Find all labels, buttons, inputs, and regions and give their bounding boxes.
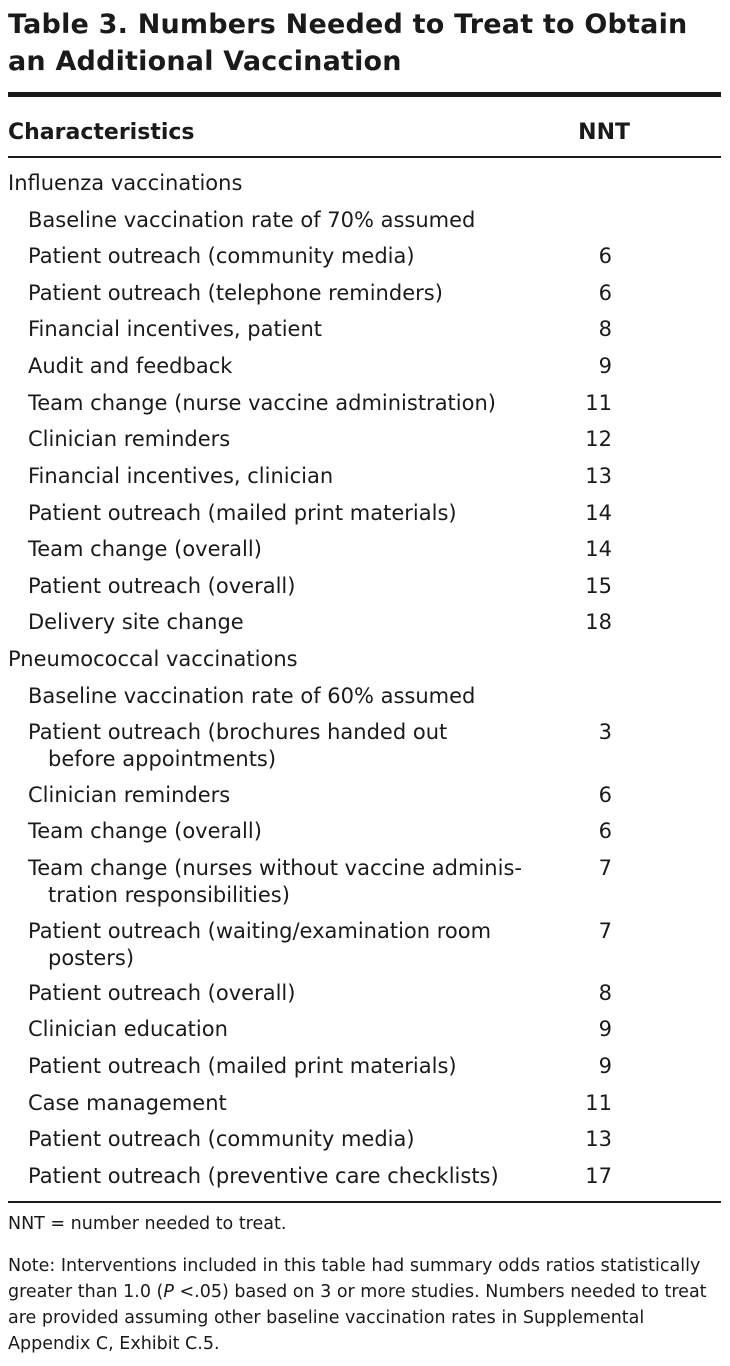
row-label-text: Case management [28,1091,227,1115]
column-header-nnt: NNT [578,120,630,145]
row-label-text: Baseline vaccination rate of 70% assumed [28,208,476,232]
row-label [28,353,232,380]
row-label [28,207,475,234]
row-label-continuation: posters) [48,946,135,970]
row-label-text: Clinician reminders [28,783,231,807]
row-label-text: Patient outreach (mailed print materials) [28,1054,457,1078]
row-label-text: Patient outreach (overall) [28,981,296,1005]
row-label-text: Baseline vaccination rate of 60% assumed [28,684,476,708]
row-label [28,683,475,710]
row-label [28,280,443,307]
row-label-text: Patient outreach (brochures handed out [28,720,448,744]
row-label [28,918,491,972]
row-nnt-value: 14 [585,501,612,525]
row-label-text: Patient outreach (waiting/examination room [28,919,492,943]
row-nnt-value: 6 [598,783,612,807]
row-nnt-value: 13 [585,464,612,488]
row-label [28,316,322,343]
row-label-text: Team change (overall) [28,537,262,561]
row-label [28,1053,457,1080]
row-label [28,500,457,527]
row-nnt-value: 9 [598,354,612,378]
row-nnt-value: 9 [598,1054,612,1078]
row-label [28,1163,499,1190]
row-label-text: Patient outreach (preventive care checklists) [28,1164,499,1188]
header-rule [8,156,721,158]
row-label-text: Pneumococcal vaccinations [8,647,298,671]
column-header-characteristics: Characteristics [8,120,195,145]
table-row [0,1086,730,1123]
row-label [28,1090,227,1117]
row-nnt-value: 7 [598,856,612,880]
row-label-text: Patient outreach (overall) [28,574,296,598]
row-nnt-value: 13 [585,1127,612,1151]
row-label-text: Patient outreach (telephone reminders) [28,281,443,305]
row-nnt-value: 8 [598,981,612,1005]
table-row [0,778,730,815]
row-nnt-value: 6 [598,819,612,843]
table-section-row [0,642,730,679]
table-row [0,715,730,777]
row-label [28,573,295,600]
row-label [8,646,298,673]
row-label [28,1016,228,1043]
table-section-row [0,166,730,203]
table-row [0,1159,730,1196]
table-row [0,203,730,240]
footnote-note: Note: Interventions included in this table had summary odds ratios statistically greater than 1.0 (P <.05) based on 3 or more studies. Numbers needed to treat are provided assuming other baseline vaccination rates in Supplemental Appendix C, Exhibit C.5. [8,1256,707,1354]
table-row [0,276,730,313]
row-label-text: Team change (nurse vaccine administration) [28,391,496,415]
footnote-abbreviation: NNT = number needed to treat. [8,1214,287,1234]
table-row [0,422,730,459]
row-label [28,855,522,909]
row-label [8,170,242,197]
table-row [0,496,730,533]
row-label-text: Delivery site change [28,610,244,634]
row-label [28,719,447,773]
row-label-text: Team change (nurses without vaccine adminis- [28,856,522,880]
row-nnt-value: 7 [598,919,612,943]
row-label [28,463,333,490]
table-row [0,459,730,496]
row-label-text: Audit and feedback [28,354,233,378]
table-row [0,386,730,423]
table-row [0,312,730,349]
row-nnt-value: 11 [585,1091,612,1115]
row-nnt-value: 18 [585,610,612,634]
table-row [0,679,730,716]
table-row [0,814,730,851]
row-label-continuation: tration responsibilities) [48,883,290,907]
row-nnt-value: 12 [585,427,612,451]
row-nnt-value: 11 [585,391,612,415]
row-label [28,243,415,270]
row-label-text: Influenza vaccinations [8,171,243,195]
row-label [28,426,230,453]
row-label-continuation: before appointments) [48,747,277,771]
row-nnt-value: 8 [598,317,612,341]
row-label-text: Financial incentives, patient [28,317,322,341]
table-title-line-2: an Additional Vaccination [8,46,402,77]
row-label [28,782,230,809]
bottom-rule [8,1201,721,1203]
row-label [28,1126,415,1153]
row-label-text: Financial incentives, clinician [28,464,334,488]
table-row [0,1049,730,1086]
row-label [28,818,262,845]
top-rule [8,92,721,97]
table-row [0,851,730,913]
row-nnt-value: 6 [598,244,612,268]
row-label [28,390,496,417]
row-label-text: Patient outreach (community media) [28,1127,415,1151]
row-label-text: Clinician education [28,1017,228,1041]
row-label [28,980,295,1007]
table-row [0,1012,730,1049]
row-nnt-value: 17 [585,1164,612,1188]
row-label [28,609,244,636]
row-nnt-value: 15 [585,574,612,598]
table-row [0,976,730,1013]
row-nnt-value: 9 [598,1017,612,1041]
row-label-text: Team change (overall) [28,819,262,843]
p-value-symbol: P [163,1282,174,1302]
table-row [0,914,730,976]
row-nnt-value: 6 [598,281,612,305]
row-label-text: Patient outreach (mailed print materials) [28,501,457,525]
row-nnt-value: 14 [585,537,612,561]
table-row [0,569,730,606]
row-label [28,536,262,563]
table-row [0,532,730,569]
table-row [0,349,730,386]
table-title-line-1: Table 3. Numbers Needed to Treat to Obtain [8,9,688,40]
row-label-text: Clinician reminders [28,427,231,451]
row-nnt-value: 3 [598,720,612,744]
table-row [0,239,730,276]
row-label-text: Patient outreach (community media) [28,244,415,268]
table-row [0,605,730,642]
table-title [8,6,722,80]
table-row [0,1122,730,1159]
